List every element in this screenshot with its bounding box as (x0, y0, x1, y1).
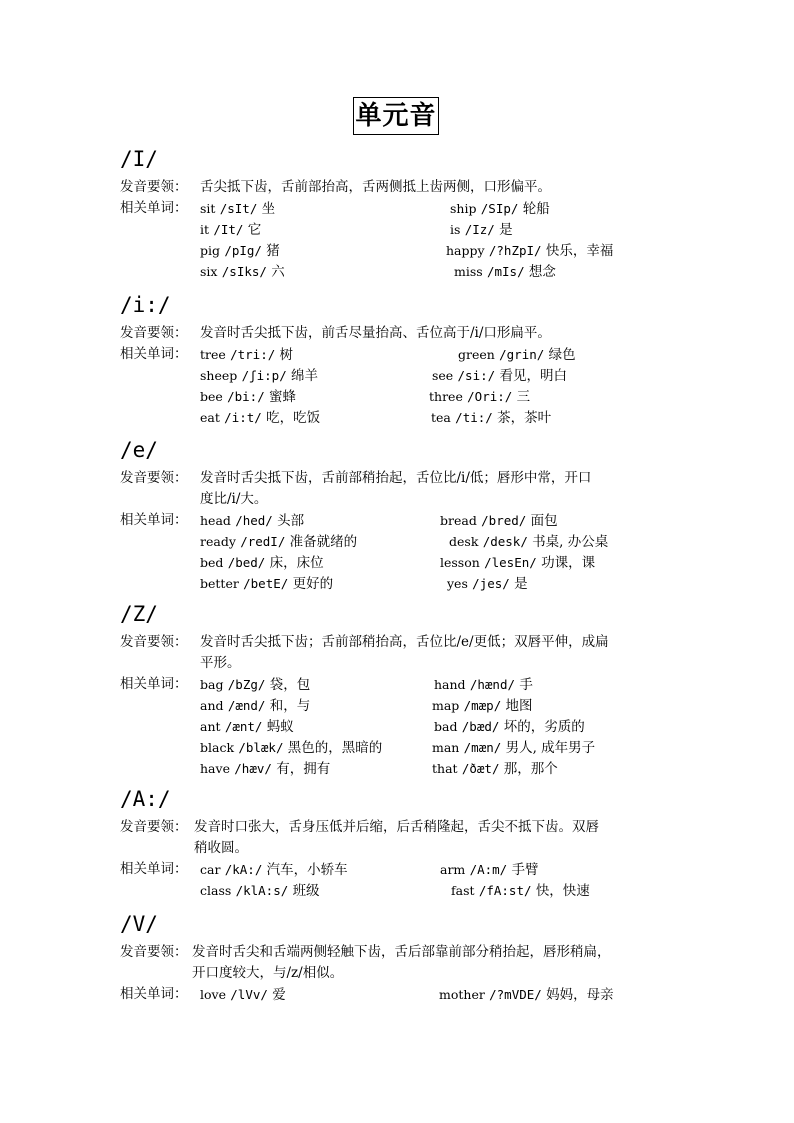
phonetic-transcription: /lVv/ (230, 987, 268, 1002)
word-meaning: 蜜蜂 (269, 389, 297, 405)
word: green (458, 347, 495, 362)
phonetic-transcription: /betE/ (243, 576, 289, 591)
word-meaning: 爱 (272, 987, 286, 1003)
word-entry (432, 365, 567, 387)
word-row (120, 407, 720, 428)
phonetic-transcription: /SIp/ (480, 201, 519, 216)
word-entry (200, 859, 348, 881)
word-meaning: 想念 (528, 264, 556, 280)
word: ship (450, 201, 477, 216)
phonetic-transcription: /mæn/ (463, 740, 502, 755)
word: fast (451, 883, 475, 898)
word-entry (454, 261, 556, 283)
phoneme-heading: /e/ (120, 438, 158, 462)
phonetic-transcription: /ænt/ (224, 719, 263, 734)
word-entry (200, 198, 275, 220)
phonetic-transcription: /redI/ (240, 534, 286, 549)
phoneme-heading: /V/ (120, 912, 158, 936)
word: pig (200, 243, 221, 258)
word-entry (200, 573, 333, 595)
word-entry (431, 407, 551, 429)
phonetic-transcription: /hed/ (235, 513, 273, 528)
word-entry (200, 261, 285, 283)
phonetic-transcription: /bi:/ (227, 389, 265, 404)
tip-label: 发音要领： (120, 325, 188, 341)
word-meaning: 袋，包 (269, 677, 311, 693)
word-row (120, 880, 720, 901)
pronunciation-tip (120, 177, 720, 198)
word: hand (434, 677, 466, 692)
phonetic-transcription: /sIt/ (219, 201, 258, 216)
word-entry (447, 573, 528, 595)
word-entry (200, 880, 320, 902)
word-row (120, 984, 720, 1005)
word: man (432, 740, 460, 755)
phonetic-transcription: /Ori:/ (467, 389, 513, 404)
word-meaning: 轮船 (522, 201, 550, 217)
word-entry (200, 510, 304, 532)
word: mother (439, 987, 485, 1002)
pronunciation-tip (120, 942, 720, 984)
phonetic-transcription: /mæp/ (463, 698, 502, 713)
word: ant (200, 719, 221, 734)
related-words (120, 674, 720, 779)
phonetic-transcription: /bZg/ (227, 677, 266, 692)
tip-label: 发音要领： (120, 179, 188, 195)
phoneme-section (120, 910, 720, 1005)
phonetic-transcription: /Iz/ (464, 222, 495, 237)
phonetic-transcription: /tri:/ (230, 347, 276, 362)
phonetic-transcription: /sIks/ (221, 264, 267, 279)
word: miss (454, 264, 483, 279)
word: bee (200, 389, 223, 404)
phonetic-transcription: /si:/ (457, 368, 496, 383)
phonetic-transcription: /lesEn/ (484, 555, 537, 570)
word-entry (446, 240, 613, 262)
phonetic-transcription: /grin/ (499, 347, 545, 362)
word-row (120, 737, 720, 758)
tip-text: 度比/i/大。 (200, 491, 268, 507)
word-entry (440, 552, 595, 574)
word-meaning: 六 (271, 264, 285, 280)
word-entry (200, 240, 280, 262)
word-meaning: 更好的 (292, 576, 334, 592)
phonetic-transcription: /ti:/ (455, 410, 493, 425)
tip-text: 发音时舌尖和舌端两侧轻触下齿，舌后部靠前部分稍抬起，唇形稍扁， (192, 944, 611, 960)
word: have (200, 761, 230, 776)
words-label: 相关单词： (120, 676, 188, 692)
phonetic-transcription: /i:t/ (224, 410, 262, 425)
phoneme-section (120, 600, 720, 779)
word: bread (440, 513, 477, 528)
word-entry (432, 758, 558, 780)
tip-text: 发音时口张大，舌身压低并后缩，后舌稍隆起，舌尖不抵下齿。双唇 (194, 819, 599, 835)
phonetic-transcription: /fA:st/ (478, 883, 532, 898)
word: and (200, 698, 224, 713)
word-row (120, 198, 720, 219)
word-meaning: 坐 (261, 201, 276, 217)
word-entry (200, 984, 286, 1006)
pronunciation-tip (120, 632, 720, 674)
word-row (120, 510, 720, 531)
phonetic-transcription: /It/ (213, 222, 244, 237)
word: sit (200, 201, 216, 216)
word-entry (432, 695, 533, 717)
word-entry (200, 737, 382, 759)
word-row (120, 859, 720, 880)
word-entry (200, 219, 261, 241)
word-meaning: 黑色的，黑暗的 (287, 740, 383, 756)
tip-text: 发音时舌尖抵下齿，前舌尽量抬高、舌位高于/i/口形扁平。 (200, 325, 551, 341)
word: black (200, 740, 235, 755)
word-meaning: 吃，吃饭 (266, 410, 321, 426)
word-row (120, 531, 720, 552)
phonetic-transcription: /?mVDE/ (489, 987, 542, 1002)
word-row (120, 552, 720, 573)
word-entry (440, 510, 558, 532)
phonetic-transcription: /?hZpI/ (488, 243, 542, 258)
phonetic-transcription: /bed/ (227, 555, 266, 570)
word-row (120, 695, 720, 716)
words-label: 相关单词： (120, 200, 188, 216)
tip-text: 平形。 (200, 655, 241, 671)
word-meaning: 猪 (266, 243, 280, 259)
word: six (200, 264, 218, 279)
related-words (120, 984, 720, 1005)
word: happy (446, 243, 485, 258)
word: tree (200, 347, 226, 362)
tip-text: 稍收圆。 (194, 840, 248, 856)
word-meaning: 茶，茶叶 (497, 410, 552, 426)
word-entry (200, 716, 294, 738)
word-entry (434, 674, 533, 696)
related-words (120, 198, 720, 282)
page-title: 单元音 (353, 97, 439, 135)
word-meaning: 书桌, 办公桌 (532, 534, 609, 550)
word: desk (449, 534, 479, 549)
phoneme-heading: /i:/ (120, 293, 171, 317)
word-entry (458, 344, 576, 366)
word: class (200, 883, 232, 898)
word-entry (200, 386, 296, 408)
words-label: 相关单词： (120, 346, 188, 362)
word-entry (200, 531, 357, 553)
phoneme-heading: /A:/ (120, 787, 171, 811)
word-row (120, 758, 720, 779)
phonetic-transcription: /klA:s/ (235, 883, 289, 898)
word-row (120, 365, 720, 386)
word: map (432, 698, 460, 713)
words-label: 相关单词： (120, 861, 188, 877)
word-row (120, 240, 720, 261)
phonetic-transcription: /blæk/ (238, 740, 284, 755)
related-words (120, 510, 720, 594)
word-entry (200, 365, 318, 387)
word: head (200, 513, 231, 528)
phoneme-heading: /I/ (120, 147, 158, 171)
tip-label: 发音要领： (120, 634, 188, 650)
word-meaning: 汽车，小轿车 (266, 862, 348, 878)
word-entry (200, 674, 310, 696)
words-label: 相关单词： (120, 512, 188, 528)
word-meaning: 妈妈，母亲 (546, 987, 614, 1003)
word: it (200, 222, 210, 237)
word-entry (200, 758, 330, 780)
word-meaning: 那，那个 (503, 761, 558, 777)
word-meaning: 有，拥有 (276, 761, 331, 777)
word-row (120, 716, 720, 737)
word-meaning: 班级 (292, 883, 320, 899)
tip-text: 发音时舌尖抵下齿，舌前部稍抬起，舌位比/i/低；唇形中常，开口 (200, 470, 592, 486)
word: yes (447, 576, 468, 591)
tip-text: 舌尖抵下齿，舌前部抬高，舌两侧抵上齿两侧，口形偏平。 (200, 179, 551, 195)
word-meaning: 手臂 (511, 862, 539, 878)
phonetic-transcription: /mIs/ (486, 264, 525, 279)
word-meaning: 手 (519, 677, 533, 693)
word-meaning: 蚂蚁 (266, 719, 294, 735)
word-meaning: 坏的，劣质的 (503, 719, 585, 735)
word: car (200, 862, 221, 877)
phonetic-transcription: /hæv/ (234, 761, 272, 776)
word: bag (200, 677, 224, 692)
word: bad (434, 719, 458, 734)
phoneme-section (120, 145, 720, 282)
word-entry (200, 552, 324, 574)
pronunciation-tip (120, 817, 720, 859)
phonetic-transcription: /bæd/ (461, 719, 500, 734)
word-entry (434, 716, 585, 738)
word-meaning: 功课，课 (541, 555, 596, 571)
word-entry (440, 859, 539, 881)
phonetic-transcription: /hænd/ (469, 677, 516, 692)
word-meaning: 树 (279, 347, 294, 363)
word: love (200, 987, 226, 1002)
phonetic-transcription: /ðæt/ (461, 761, 500, 776)
word-entry (432, 737, 595, 759)
word: better (200, 576, 239, 591)
word-entry (451, 880, 590, 902)
words-label: 相关单词： (120, 986, 188, 1002)
word-entry (450, 198, 550, 220)
word-meaning: 快乐，幸福 (545, 243, 614, 259)
word: bed (200, 555, 224, 570)
pronunciation-tip (120, 323, 720, 344)
word-meaning: 地图 (505, 698, 533, 714)
phoneme-heading: /Z/ (120, 602, 158, 626)
phonetic-transcription: /ænd/ (227, 698, 266, 713)
phonetic-transcription: /bred/ (481, 513, 527, 528)
phoneme-section (120, 291, 720, 428)
word-meaning: 准备就绪的 (289, 534, 358, 550)
word-row (120, 219, 720, 240)
phoneme-section (120, 436, 720, 594)
word: three (429, 389, 463, 404)
word-meaning: 看见，明白 (499, 368, 567, 384)
word: ready (200, 534, 236, 549)
word-row (120, 261, 720, 282)
phonetic-transcription: /ʃi:p/ (241, 368, 287, 383)
word-entry (439, 984, 614, 1006)
phonetic-transcription: /desk/ (482, 534, 528, 549)
word-row (120, 386, 720, 407)
phonetic-transcription: /kA:/ (224, 862, 263, 877)
word-meaning: 快，快速 (535, 883, 590, 899)
word-entry (200, 407, 320, 429)
pronunciation-tip (120, 468, 720, 510)
tip-label: 发音要领： (120, 470, 188, 486)
tip-label: 发音要领： (120, 944, 188, 960)
word-entry (200, 344, 293, 366)
word-row (120, 573, 720, 594)
word-meaning: 是 (499, 222, 513, 238)
word-meaning: 是 (514, 576, 528, 592)
word-entry (429, 386, 530, 408)
word-meaning: 它 (247, 222, 262, 238)
word: lesson (440, 555, 480, 570)
word-meaning: 三 (516, 389, 531, 405)
tip-text: 开口度较大，与/z/相似。 (192, 965, 344, 981)
word-entry (449, 531, 608, 553)
word-meaning: 和，与 (269, 698, 311, 714)
word: see (432, 368, 454, 383)
phonetic-transcription: /pIg/ (224, 243, 262, 258)
word-meaning: 床，床位 (269, 555, 324, 571)
word: eat (200, 410, 220, 425)
word-entry (200, 695, 310, 717)
word-meaning: 男人, 成年男子 (505, 740, 596, 756)
word-meaning: 绿色 (548, 347, 576, 363)
phonetic-transcription: /jes/ (472, 576, 510, 591)
word: sheep (200, 368, 238, 383)
related-words (120, 344, 720, 428)
tip-label: 发音要领： (120, 819, 188, 835)
tip-text: 发音时舌尖抵下齿；舌前部稍抬高，舌位比/e/更低；双唇平伸，成扁 (200, 634, 609, 650)
phonetic-transcription: /A:m/ (469, 862, 508, 877)
word-row (120, 674, 720, 695)
word: that (432, 761, 458, 776)
word-meaning: 头部 (277, 513, 305, 529)
word-entry (450, 219, 513, 241)
word: arm (440, 862, 466, 877)
word-row (120, 344, 720, 365)
word-meaning: 面包 (530, 513, 558, 529)
word: tea (431, 410, 451, 425)
word-meaning: 绵羊 (291, 368, 319, 384)
word: is (450, 222, 461, 237)
phoneme-section (120, 785, 720, 901)
related-words (120, 859, 720, 901)
